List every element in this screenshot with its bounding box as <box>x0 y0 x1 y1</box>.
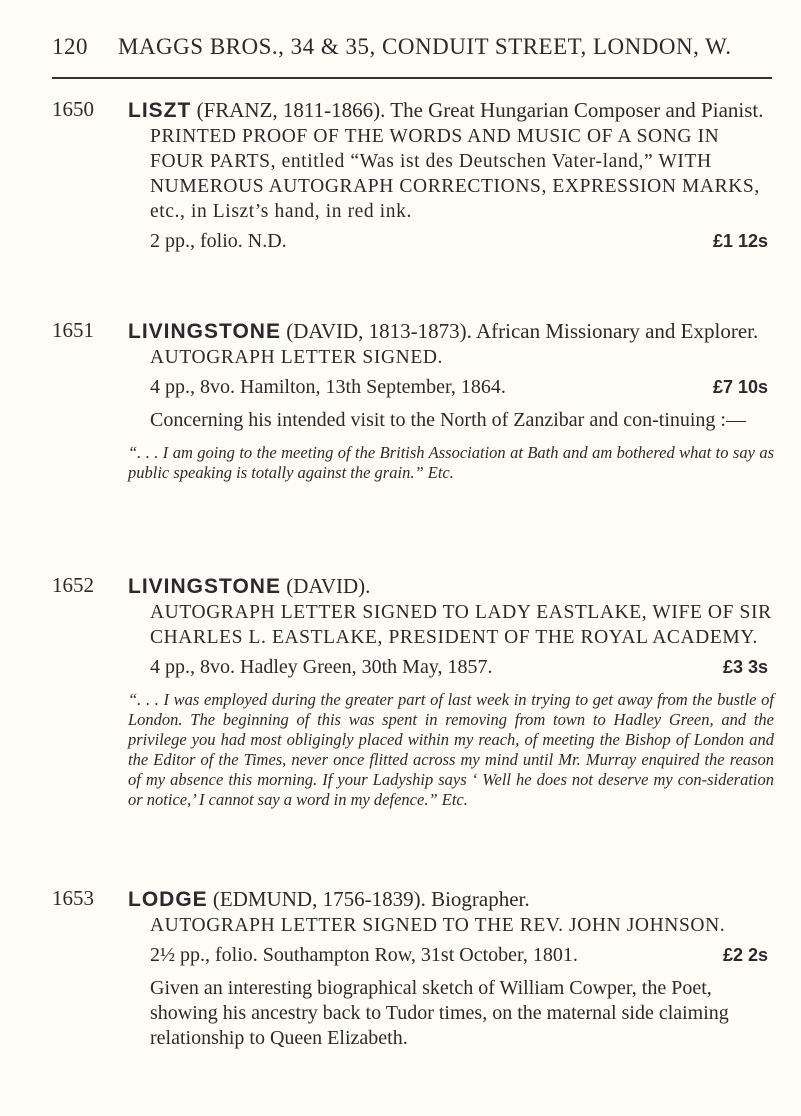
entry-title <box>128 97 774 124</box>
author-details: (FRANZ, 1811-1866). The Great Hungarian Composer and Pianist. <box>196 98 764 122</box>
author-details: (DAVID, 1813-1873). African Missionary and Explorer. <box>286 319 759 343</box>
item-description: AUTOGRAPH LETTER SIGNED TO LADY EASTLAKE, WIFE OF SIR CHARLES L. EASTLAKE, PRESIDENT OF THE ROYAL ACADEMY. <box>150 602 772 648</box>
item-price: £3 3s <box>722 657 768 677</box>
item-price: £1 12s <box>712 231 768 251</box>
item-format: 4 pp., 8vo. Hadley Green, 30th May, 1857. <box>150 656 493 678</box>
author-name: LISZT <box>128 99 192 122</box>
publisher-address: MAGGS BROS., 34 & 35, CONDUIT STREET, LONDON, W. <box>118 34 732 59</box>
item-description: AUTOGRAPH LETTER SIGNED. <box>150 347 443 368</box>
catalogue-entry-1650 <box>52 97 777 254</box>
item-description: AUTOGRAPH LETTER SIGNED TO THE REV. JOHN JOHNSON. <box>150 915 726 936</box>
lot-number: 1650 <box>52 97 94 121</box>
item-price: £2 2s <box>722 945 768 965</box>
item-meta <box>150 228 774 254</box>
author-name: LODGE <box>128 888 208 911</box>
lot-number: 1653 <box>52 886 94 910</box>
catalogue-entry-1653 <box>52 886 777 1051</box>
author-details: (EDMUND, 1756-1839). Biographer. <box>212 887 530 911</box>
page-header <box>52 34 772 60</box>
header-rule <box>52 77 772 79</box>
lot-number: 1652 <box>52 573 94 597</box>
entry-title <box>128 318 774 345</box>
item-format: 4 pp., 8vo. Hamilton, 13th September, 1864. <box>150 376 506 398</box>
item-quote: “. . . I am going to the meeting of the British Association at Bath and am bothered what to say as public speaking is totally against the grain.” Etc. <box>128 443 774 482</box>
author-name: LIVINGSTONE <box>128 575 281 598</box>
item-description: PRINTED PROOF OF THE WORDS AND MUSIC OF A SONG IN FOUR PARTS, entitled “Was ist des Deutschen Vater-land,” WITH NUMEROUS AUTOGRAPH CORRECTIONS, EXPRESSION MARKS, etc., in Liszt’s hand, in red ink. <box>150 126 760 222</box>
lot-number: 1651 <box>52 318 94 342</box>
item-meta <box>150 942 774 968</box>
catalogue-entry-1651 <box>52 318 777 483</box>
item-quote: “. . . I was employed during the greater part of last week in trying to get away from the bustle of London. The beginning of this was spent in removing from town to Hadley Green, and the privilege you had most obligingly placed within my reach, of meeting the Bishop of London and the Editor of the Times, never once flitted across my mind until Mr. Murray enquired the reason of my absence this morning. If your Ladyship says ‘ Well he does not deserve my con-sideration or notice,’ I cannot say a word in my defence.” Etc. <box>128 690 774 809</box>
author-details: (DAVID). <box>286 574 371 598</box>
item-format: 2½ pp., folio. Southampton Row, 31st October, 1801. <box>150 944 578 966</box>
item-meta <box>150 654 774 680</box>
item-price: £7 10s <box>712 377 768 397</box>
entry-title <box>128 886 774 913</box>
item-format: 2 pp., folio. N.D. <box>150 230 287 252</box>
catalogue-entry-1652 <box>52 573 777 810</box>
item-meta <box>150 374 774 400</box>
author-name: LIVINGSTONE <box>128 320 281 343</box>
page-number: 120 <box>52 34 88 59</box>
item-note: Concerning his intended visit to the North of Zanzibar and con-tinuing :— <box>150 409 746 431</box>
entry-title <box>128 573 774 600</box>
item-note: Given an interesting biographical sketch of William Cowper, the Poet, showing his ancestry back to Tudor times, on the maternal side claiming relationship to Queen Elizabeth. <box>150 977 729 1049</box>
